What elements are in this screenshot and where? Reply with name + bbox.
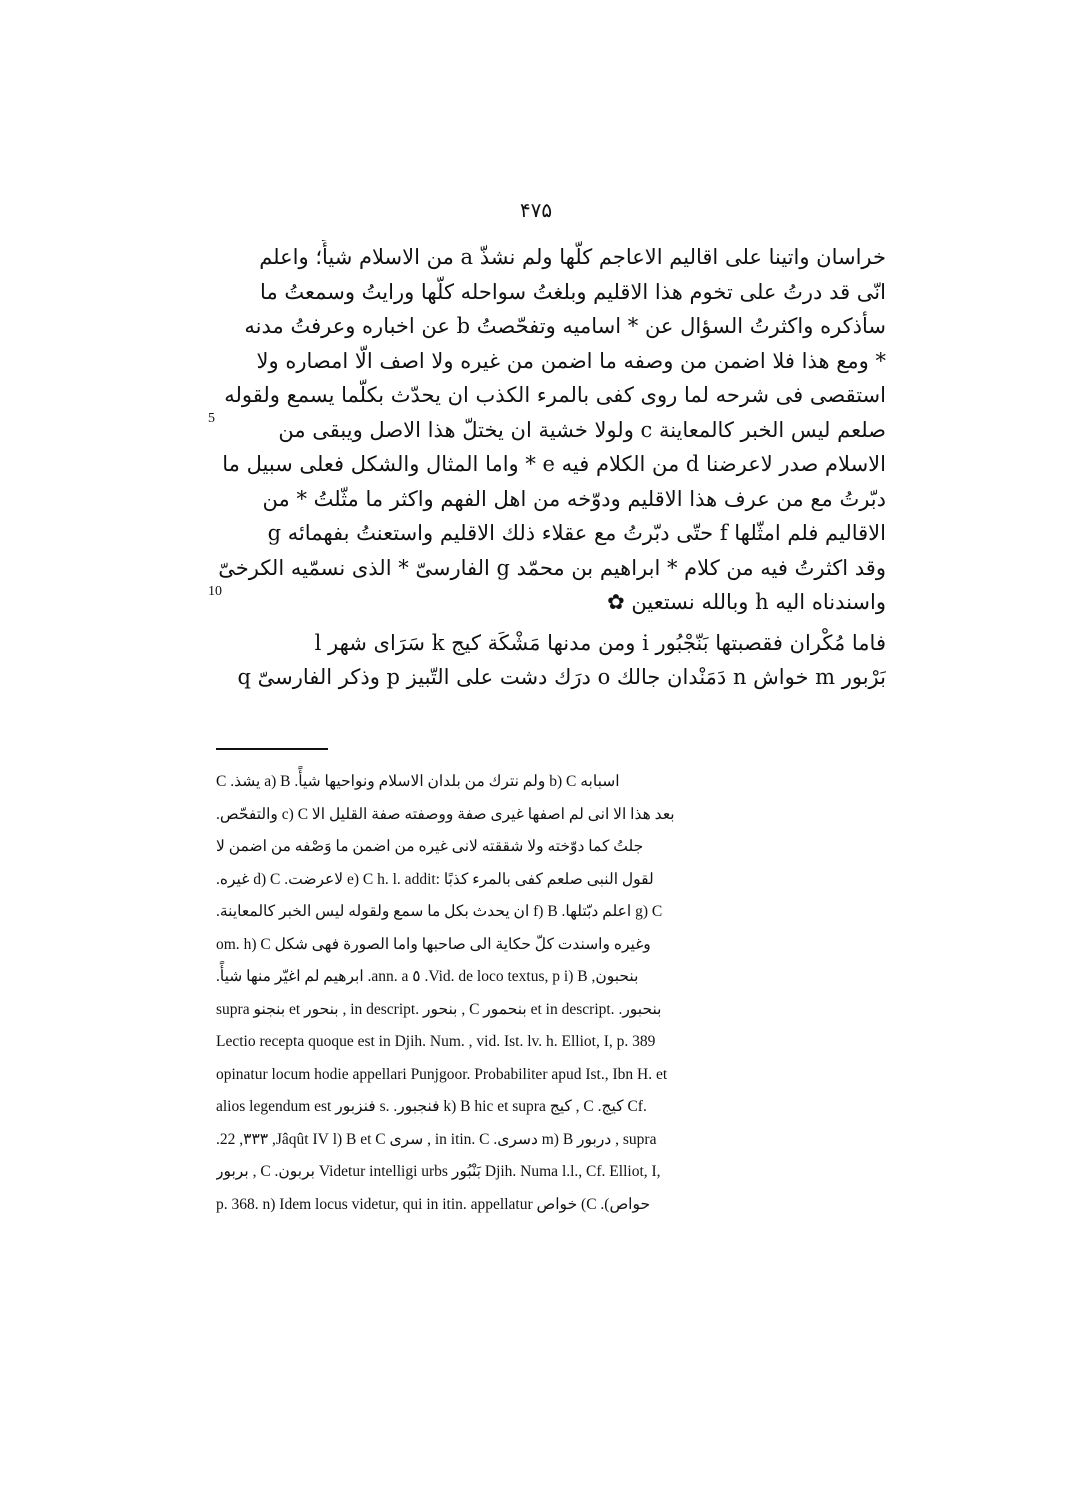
footnote-segment: بنحور	[422, 1000, 458, 1018]
footnote-line	[216, 1156, 848, 1189]
footnotes	[216, 766, 848, 1221]
footnote-segment: بربور	[216, 1163, 249, 1180]
footnote-segment: a) B يشذ. C	[216, 773, 291, 790]
footnote-line	[216, 1059, 848, 1092]
footnote-divider	[216, 748, 328, 750]
footnote-line	[216, 864, 848, 897]
footnote-segment: بعد هذا الا انى لم اصفها غيرى صفة ووصفته صفة القليل الا	[311, 805, 675, 823]
footnote-line	[216, 929, 848, 962]
footnote-segment: ان يحدث بكل ما سمع ولقوله ليس الخبر كالمعاينة.	[216, 903, 530, 920]
text-line: الاسلام صدر لاعرضنا d من الكلام فيه e * واما المثال والشكل فعلى سبيل ما	[222, 452, 886, 476]
footnote-segment: دربور	[577, 1130, 612, 1148]
footnote-segment: Vid. de loco textus, p. ٥ ann. a.	[367, 968, 561, 985]
text-line: واسندناه اليه h وبالله نستعين ✿	[607, 590, 886, 614]
footnote-segment: سرى	[389, 1130, 424, 1148]
footnote-segment: (C	[581, 1195, 597, 1213]
footnote-segment: ولم نترك من بلدان الاسلام ونواحيها شيأً.	[294, 773, 546, 790]
footnote-segment: Djih. Numa	[484, 1163, 559, 1180]
text-line: دبّرتُ مع من عرف هذا الاقليم ودوّخه من اهل الفهم واكثر ما مثّلتُ * من	[262, 486, 886, 511]
footnote-segment: بربون.	[274, 1163, 315, 1180]
text-line: وقد اكثرتُ فيه من كلام * ابراهيم بن محمّد g الفارسىّ * الذى نسمّيه الكرخىّ	[218, 555, 886, 580]
footnote-segment: m) B	[541, 1130, 574, 1148]
footnote-segment: خواص	[536, 1195, 578, 1213]
footnote-segment: Djih. Num.	[394, 1033, 465, 1050]
page-number: ۴۷۵	[519, 198, 553, 222]
footnote-segment: بنحبور.	[618, 1000, 662, 1018]
footnote-line	[216, 961, 848, 994]
footnote-segment: بنحور	[304, 1000, 339, 1018]
footnote-segment: om.	[216, 935, 240, 953]
footnote-segment: كيج.	[597, 1098, 624, 1115]
footnote-segment: بنجنو	[253, 1000, 286, 1018]
footnote-segment: دسرى.	[493, 1130, 538, 1148]
footnote-segment: , C	[461, 1000, 480, 1018]
footnote-segment: Cf.	[627, 1098, 647, 1115]
footnote-segment: , vid. Ist. lv. h. Elliot, I, p. 389	[468, 1033, 656, 1050]
footnote-segment: بَنْبُور	[451, 1163, 481, 1180]
footnote-segment: حواص).	[600, 1195, 651, 1213]
footnote-segment: et in descript.	[530, 1000, 615, 1018]
text-line: صلعم ليس الخبر كالمعاينة c ولولا خشية ان يختلّ هذا الاصل ويبقى من	[278, 417, 886, 442]
footnote-segment: Videtur intelligi urbs	[318, 1163, 448, 1180]
text-line: انّى قد درتُ على تخوم هذا الاقليم وبلغتُ سواحله كلّها ورايتُ وسمعتُ ما	[260, 279, 886, 304]
footnote-segment: اعلم دبّتلها.	[561, 903, 632, 920]
footnote-segment: فنجبور.	[393, 1098, 440, 1115]
footnote-line	[216, 766, 848, 799]
footnote-segment: Punjgoor.	[410, 1065, 471, 1083]
footnote-line	[216, 1124, 848, 1157]
footnote-segment: f) B	[533, 903, 558, 920]
footnote-line	[216, 994, 848, 1027]
footnote-segment: n) Idem locus videtur, qui in itin. appellatur	[262, 1195, 533, 1213]
footnote-segment: لاعرضت.	[284, 870, 344, 888]
footnote-segment: بنحمور	[483, 1000, 527, 1018]
footnote-segment: h) C	[243, 935, 271, 953]
text-line: بَرْبور m خواش n دَمَنْدان جالك o درَك دشت على التّبيز p وذكر الفارسىّ q	[237, 665, 886, 689]
footnote-line	[216, 799, 848, 832]
footnote-segment: g) C	[635, 903, 663, 920]
footnote-segment: , C	[252, 1163, 271, 1180]
text-line: استقصى فى شرحه لما روى كفى بالمرء الكذب ان يحدّث بكلّما يسمع ولقوله	[224, 383, 886, 407]
footnote-segment: جلتُ كما دوّخته ولا شققته لانى غيره من اضمن ما وَصْفه من اضمن لا	[216, 838, 644, 855]
text-line: سأذكره واكثرتُ السؤال عن * اساميه وتفحّصتُ b عن اخباره وعرفتُ مدنه	[244, 314, 886, 338]
footnote-segment: opinatur locum hodie appellari	[216, 1065, 407, 1083]
text-line: الاقاليم فلم امثّلها f حتّى دبّرتُ مع عقلاء ذلك الاقليم واستعنتُ بفهمائه g	[267, 521, 886, 545]
footnote-segment: et	[289, 1000, 301, 1018]
footnote-segment: , supra	[615, 1130, 657, 1148]
footnote-segment: ابرهيم لم اغيّر منها شيأً.	[216, 968, 364, 985]
footnote-segment: بنحبون,	[591, 968, 639, 985]
footnote-line	[216, 1189, 848, 1222]
footnote-segment: لقول النبى صلعم كفى بالمرء كذبًا	[443, 870, 654, 888]
footnote-line	[216, 896, 848, 929]
footnote-segment: s.	[379, 1098, 390, 1115]
footnote-segment: والتفحّص.	[216, 805, 278, 823]
text-line: * ومع هذا فلا اضمن من وصفه ما اضمن من غيره ولا اصف الّا امصاره ولا	[256, 348, 886, 373]
footnote-segment: c) C	[281, 805, 309, 823]
footnote-segment: d) C	[253, 870, 281, 888]
footnote-segment: فنزبور	[335, 1098, 376, 1115]
footnote-segment: l) B et C	[332, 1130, 386, 1148]
main-text	[196, 240, 886, 695]
footnote-segment: b) C	[549, 773, 577, 790]
footnote-segment: غيره.	[216, 870, 250, 888]
footnote-line	[216, 1026, 848, 1059]
footnote-segment: supra	[216, 1000, 250, 1018]
footnote-segment: اسبابه	[580, 773, 620, 790]
footnote-line	[216, 1091, 848, 1124]
footnote-segment: k) B hic et supra	[443, 1098, 546, 1115]
footnote-segment: Lectio recepta quoque est in	[216, 1033, 391, 1050]
footnote-line	[216, 831, 848, 864]
footnote-segment: e) C h. l. addit:	[347, 870, 440, 888]
footnote-segment: , in itin. C	[427, 1130, 490, 1148]
text-line: خراسان واتينا على اقاليم الاعاجم كلّها ولم نشذّ a من الاسلام شيأً؛ واعلم	[259, 245, 886, 269]
footnote-segment: alios legendum est	[216, 1098, 332, 1115]
footnote-segment: كيج	[549, 1098, 572, 1115]
footnote-segment: p. 368.	[216, 1195, 259, 1213]
footnote-segment: , in descript.	[342, 1000, 420, 1018]
footnote-segment: وغيره واسندت كلّ حكاية الى صاحبها واما الصورة فهى شكل	[274, 935, 651, 953]
footnote-segment: i) B	[563, 968, 588, 985]
footnote-segment: Jâqût IV, ٣٣٣, 22.	[216, 1130, 329, 1148]
footnote-segment: Probabiliter apud Ist., Ibn H. et	[474, 1065, 668, 1083]
footnote-segment: , C	[575, 1098, 594, 1115]
footnote-segment: l.l., Cf. Elliot, I,	[561, 1163, 661, 1180]
line-number: 5	[208, 411, 215, 426]
line-number: 10	[208, 584, 222, 599]
text-line: فاما مُكْران فقصبتها بَنّجْبُور i ومن مدنها مَشْكَة كيج k سَرَاى شهر l	[314, 630, 886, 655]
